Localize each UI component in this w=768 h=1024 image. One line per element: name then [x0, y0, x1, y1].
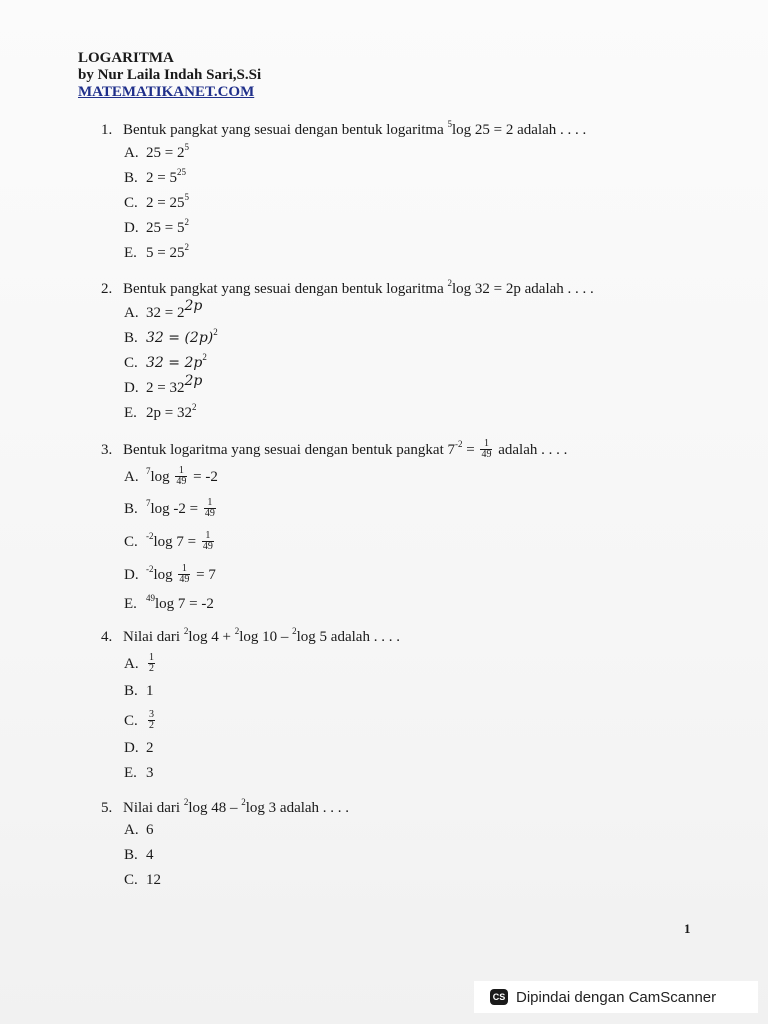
- option-text: 1: [146, 683, 154, 699]
- option-label: D.: [124, 740, 139, 756]
- option-text: 25 = 5: [146, 220, 185, 236]
- option-label: B.: [124, 170, 138, 186]
- q3-option-b[interactable]: [124, 498, 218, 520]
- option-label: C.: [124, 872, 138, 888]
- exponent: 5: [184, 192, 189, 202]
- numerator: 1: [149, 652, 154, 663]
- question-text: Bentuk pangkat yang sesuai dengan bentuk logaritma: [123, 122, 448, 138]
- option-label: C.: [124, 355, 138, 371]
- option-label: D.: [124, 380, 139, 396]
- log-base: 2: [234, 626, 240, 636]
- option-text: 32 = 2p: [146, 355, 203, 371]
- exponent: 2p: [184, 373, 203, 389]
- option-label: C.: [124, 195, 138, 211]
- option-text: log 7 = -2: [155, 596, 214, 612]
- question-number: 3.: [101, 441, 113, 458]
- option-label: B.: [124, 501, 138, 517]
- fraction: [148, 653, 155, 674]
- log-base: 2: [183, 797, 189, 807]
- option-text: 5 = 25: [146, 245, 185, 261]
- log-base: 2: [183, 626, 189, 636]
- fraction: [148, 710, 155, 731]
- q5-option-b[interactable]: [124, 847, 154, 864]
- question-text: log 4 +: [188, 629, 235, 645]
- exponent: -2: [455, 438, 463, 449]
- log-base: 5: [447, 119, 452, 129]
- q2-option-c[interactable]: [124, 352, 207, 372]
- q4-option-d[interactable]: [124, 740, 154, 757]
- denominator: 49: [204, 508, 215, 520]
- denominator: 2: [149, 663, 154, 674]
- option-text: 25 = 2: [146, 145, 185, 161]
- q3-option-d[interactable]: [124, 564, 216, 586]
- question-4: [101, 626, 400, 646]
- camscanner-watermark: [474, 981, 758, 1013]
- question-number: 5.: [101, 800, 113, 816]
- q3-option-c[interactable]: [124, 531, 216, 553]
- option-text-end: = 7: [192, 567, 216, 583]
- log-base: 49: [146, 593, 155, 603]
- q2-option-a[interactable]: [124, 298, 203, 322]
- option-label: D.: [124, 567, 139, 583]
- option-label: A.: [124, 145, 139, 161]
- option-text: 2 = 5: [146, 170, 177, 186]
- question-text-end: log 32 = 2p adalah . . . .: [452, 281, 594, 297]
- q2-option-b[interactable]: [124, 327, 218, 347]
- question-number: 1.: [101, 122, 113, 138]
- numerator: 1: [178, 465, 184, 477]
- option-text: 2: [146, 740, 154, 756]
- option-text: 3: [146, 765, 154, 781]
- option-text: log: [153, 567, 177, 583]
- option-text: 2p = 32: [146, 405, 192, 421]
- question-text-end: adalah . . . .: [494, 441, 568, 458]
- option-label: E.: [124, 765, 137, 781]
- question-text: Bentuk logaritma yang sesuai dengan bentuk pangkat 7: [123, 441, 455, 458]
- option-text: 32 = 2: [146, 305, 185, 321]
- option-text: log: [150, 469, 174, 485]
- question-2: [101, 278, 594, 298]
- question-1: [101, 119, 586, 139]
- question-text: log 10 –: [239, 629, 293, 645]
- option-label: A.: [124, 305, 139, 321]
- q1-option-a[interactable]: [124, 142, 189, 162]
- exponent: 2: [184, 242, 189, 252]
- option-label: A.: [124, 655, 139, 672]
- log-base: -2: [146, 531, 154, 541]
- option-text: 32 = (2p): [146, 330, 214, 346]
- option-label: B.: [124, 330, 138, 346]
- question-3: [101, 440, 567, 461]
- option-label: A.: [124, 469, 139, 485]
- question-text: Nilai dari: [123, 800, 184, 816]
- denominator: 49: [202, 541, 213, 553]
- question-text-end: log 25 = 2 adalah . . . .: [452, 122, 587, 138]
- option-label: C.: [124, 534, 138, 550]
- denominator: 49: [176, 476, 187, 488]
- question-number: 4.: [101, 629, 113, 645]
- numerator: 1: [483, 438, 489, 449]
- q3-option-e[interactable]: [124, 593, 214, 613]
- exponent: 2: [191, 402, 197, 412]
- fraction: [175, 466, 187, 487]
- numerator: 1: [181, 563, 187, 575]
- document-header: [78, 50, 261, 101]
- option-text: 6: [146, 822, 154, 838]
- q3-option-a[interactable]: [124, 466, 218, 488]
- log-base: 2: [241, 797, 246, 807]
- q1-option-e[interactable]: [124, 242, 189, 262]
- q4-option-c[interactable]: [124, 711, 157, 732]
- fraction: [202, 531, 214, 552]
- denominator: 2: [149, 720, 154, 731]
- q4-option-a[interactable]: [124, 654, 157, 675]
- question-text-end: log 5 adalah . . . .: [296, 629, 400, 645]
- q4-option-e[interactable]: [124, 765, 154, 782]
- denominator: 49: [179, 574, 190, 586]
- option-label: D.: [124, 220, 139, 236]
- option-label: A.: [124, 822, 139, 838]
- q2-option-e[interactable]: [124, 402, 197, 422]
- question-text-end: log 3 adalah . . . .: [245, 800, 350, 816]
- question-number: 2.: [101, 281, 113, 297]
- option-label: C.: [124, 712, 138, 729]
- numerator: 1: [205, 530, 211, 542]
- option-text-end: = -2: [189, 469, 218, 485]
- log-base: 7: [146, 466, 151, 476]
- option-text: log 7 =: [153, 534, 200, 550]
- exponent: 25: [176, 167, 186, 177]
- numerator: 3: [149, 709, 154, 720]
- option-label: B.: [124, 683, 138, 699]
- denominator: 49: [481, 449, 492, 460]
- q1-option-d[interactable]: [124, 217, 189, 237]
- q4-option-b[interactable]: [124, 683, 154, 700]
- question-5: [101, 797, 349, 817]
- option-label: E.: [124, 596, 137, 612]
- numerator: 1: [207, 497, 213, 509]
- fraction: [204, 498, 216, 519]
- q5-option-c[interactable]: [124, 872, 161, 889]
- watermark-text: Dipindai dengan CamScanner: [516, 988, 717, 1006]
- log-base: 7: [146, 498, 151, 508]
- option-text: 2 = 25: [146, 195, 185, 211]
- option-text: log -2 =: [150, 501, 202, 517]
- exponent: 2: [184, 217, 189, 227]
- site-link[interactable]: MATEMATIKANET.COM: [78, 84, 255, 100]
- log-base: 2: [292, 626, 297, 636]
- doc-title: LOGARITMA: [78, 50, 174, 66]
- option-text: 12: [146, 872, 161, 888]
- option-label: E.: [124, 245, 137, 261]
- option-text: 2 = 32: [146, 380, 185, 396]
- doc-author: by Nur Laila Indah Sari,S.Si: [78, 67, 262, 83]
- option-label: E.: [124, 405, 137, 421]
- q1-option-b[interactable]: [124, 167, 186, 187]
- fraction: [178, 564, 190, 585]
- exponent: 5: [184, 142, 189, 152]
- question-text: Nilai dari: [123, 629, 184, 645]
- q2-option-d[interactable]: [124, 373, 203, 397]
- equals-sign: =: [462, 441, 479, 458]
- q5-option-a[interactable]: [124, 822, 154, 839]
- exponent: 2: [213, 327, 218, 337]
- log-base: -2: [146, 564, 154, 574]
- page-number: 1: [684, 921, 691, 936]
- option-text: 4: [146, 847, 154, 863]
- fraction: [480, 439, 492, 460]
- exponent: 2p: [184, 298, 203, 314]
- camscanner-logo-icon: CS: [490, 989, 508, 1005]
- option-label: B.: [124, 847, 138, 863]
- exponent: 2: [202, 352, 207, 362]
- question-text: Bentuk pangkat yang sesuai dengan bentuk logaritma: [123, 281, 448, 297]
- q1-option-c[interactable]: [124, 192, 189, 212]
- log-base: 2: [447, 278, 452, 288]
- question-text: log 48 –: [188, 800, 242, 816]
